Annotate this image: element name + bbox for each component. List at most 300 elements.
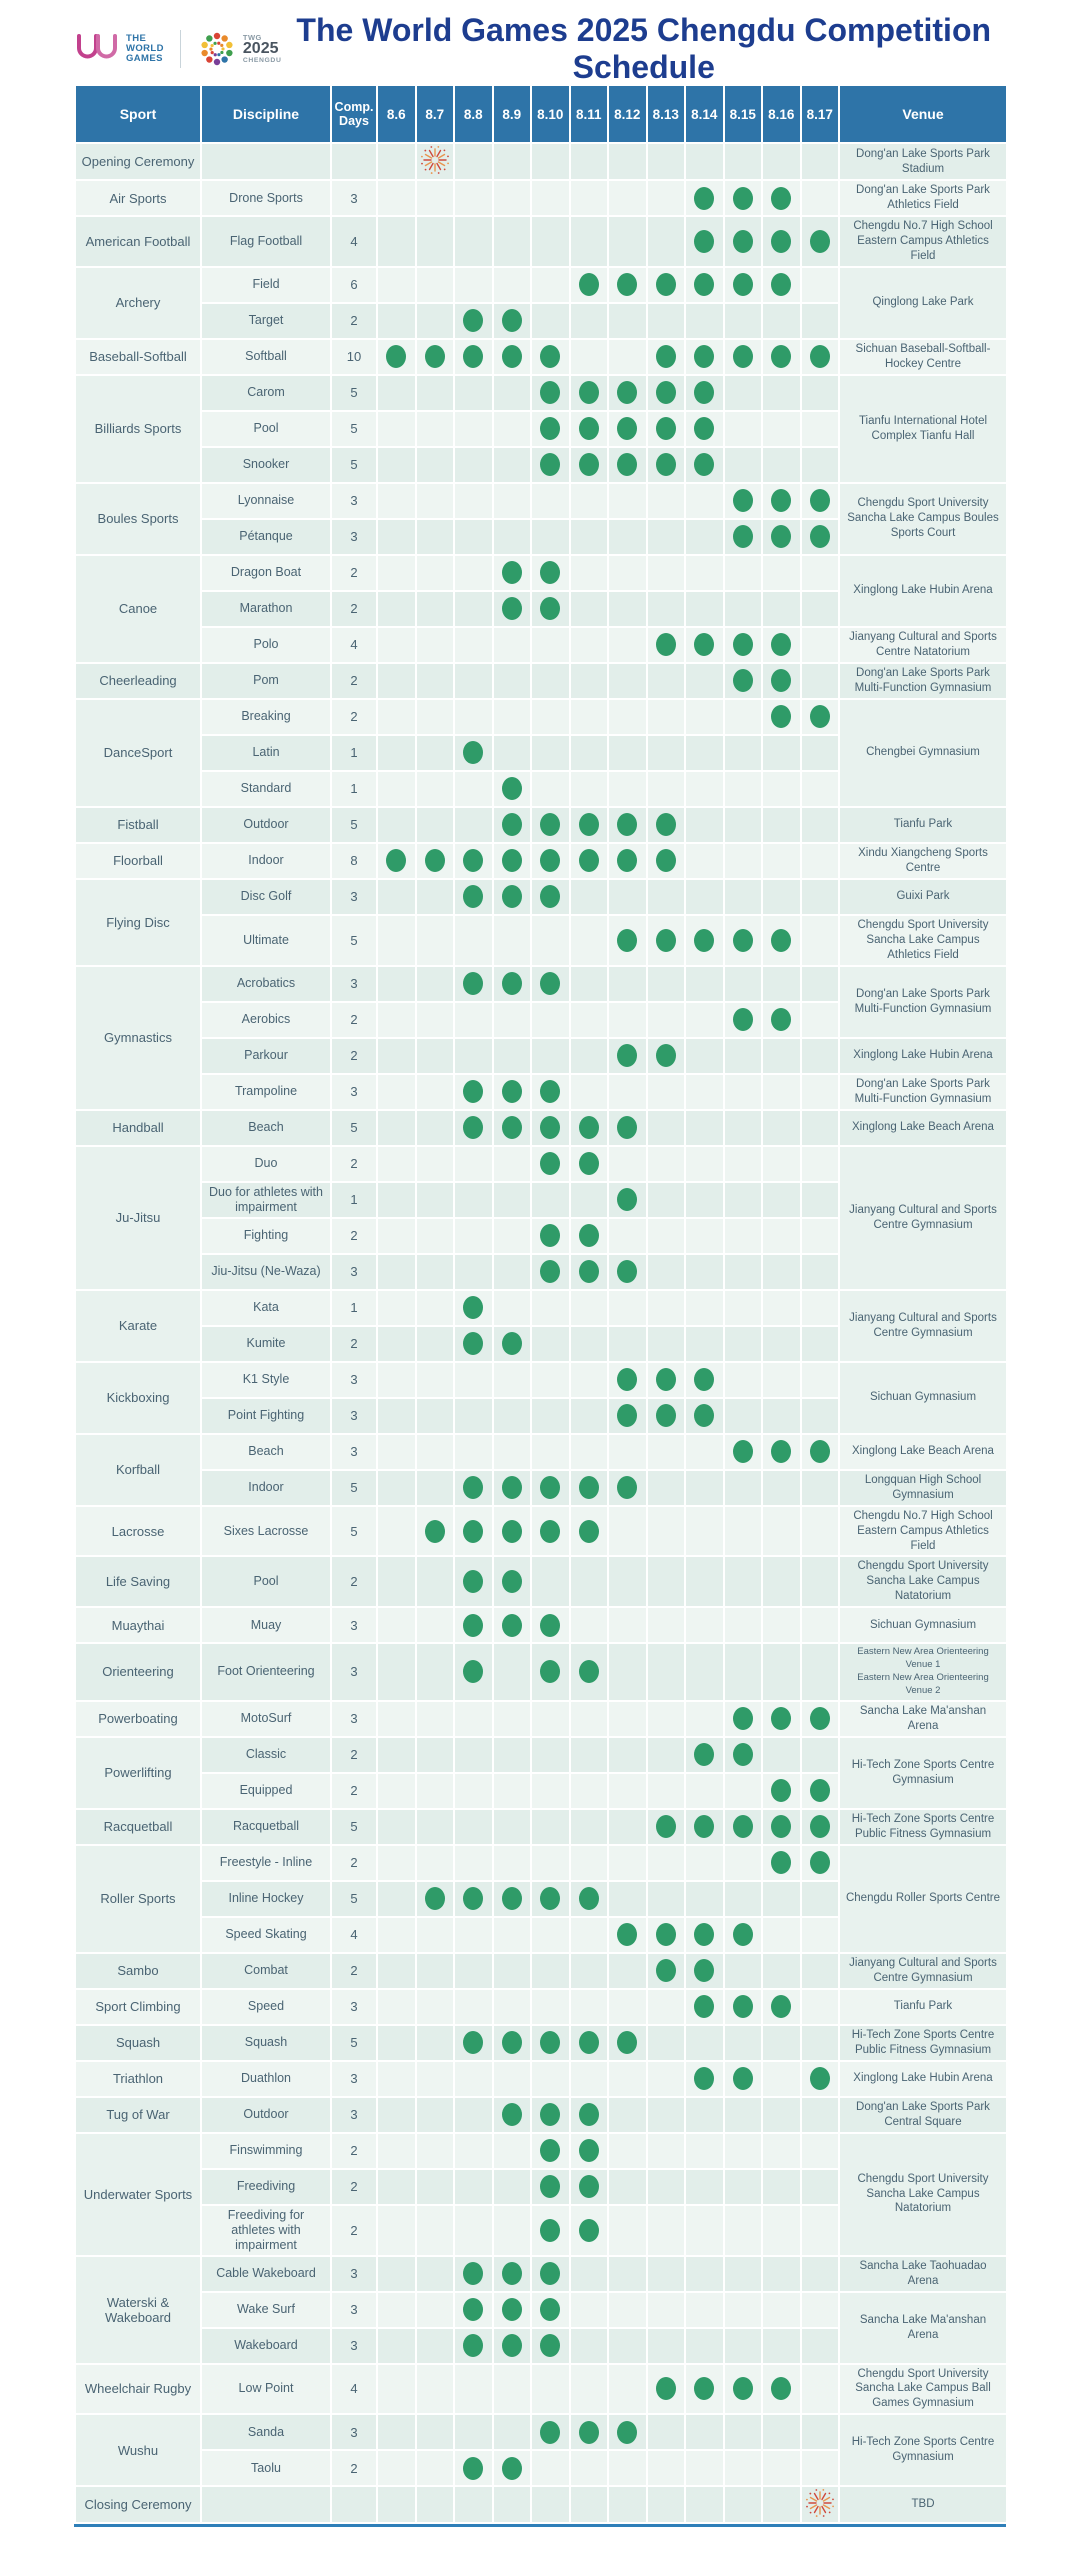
date-cell <box>416 1146 455 1182</box>
venue-cell: Xinglong Lake Hubin Arena <box>839 2061 1007 2097</box>
table-row <box>75 2256 1007 2292</box>
competition-day-dot <box>810 489 830 512</box>
competition-day-dot <box>579 1152 599 1175</box>
date-cell <box>377 1254 416 1290</box>
competition-day-dot <box>540 417 560 440</box>
competition-day-dot <box>617 381 637 404</box>
table-row <box>75 1737 1007 1773</box>
sport-cell: Korfball <box>75 1434 201 1506</box>
date-cell <box>801 1953 840 1989</box>
date-cell <box>377 1074 416 1110</box>
table-row <box>75 1470 1007 1506</box>
date-cell <box>685 1643 724 1700</box>
date-cell <box>570 447 609 483</box>
date-cell <box>608 627 647 663</box>
date-cell <box>762 555 801 591</box>
comp-days-cell: 3 <box>331 1643 377 1700</box>
date-cell <box>762 143 801 180</box>
date-cell <box>570 1701 609 1737</box>
date-cell <box>724 267 763 303</box>
competition-day-dot <box>463 2334 483 2357</box>
date-cell <box>647 1398 686 1434</box>
date-cell <box>724 2414 763 2450</box>
sport-cell: Powerlifting <box>75 1737 201 1809</box>
date-cell <box>801 966 840 1002</box>
competition-day-dot <box>656 381 676 404</box>
competition-day-dot <box>656 2377 676 2400</box>
date-cell <box>801 1326 840 1362</box>
date-cell <box>762 180 801 216</box>
date-cell <box>493 447 532 483</box>
date-cell <box>724 1737 763 1773</box>
date-cell <box>531 1290 570 1326</box>
competition-day-dot <box>694 381 714 404</box>
date-cell <box>416 1038 455 1074</box>
sport-cell: Fistball <box>75 807 201 843</box>
venue-cell: Chengbei Gymnasium <box>839 699 1007 807</box>
date-cell <box>493 2486 532 2523</box>
date-cell <box>416 447 455 483</box>
competition-day-dot <box>540 1116 560 1139</box>
date-cell <box>724 1701 763 1737</box>
competition-day-dot <box>617 1116 637 1139</box>
date-cell <box>724 735 763 771</box>
date-cell <box>493 1953 532 1989</box>
discipline-cell: Equipped <box>201 1773 331 1809</box>
competition-day-dot <box>810 2067 830 2090</box>
date-cell <box>416 2133 455 2169</box>
date-cell <box>454 180 493 216</box>
date-cell <box>531 1953 570 1989</box>
date-cell <box>608 447 647 483</box>
date-cell <box>416 966 455 1002</box>
date-cell <box>724 2097 763 2133</box>
date-cell <box>377 1556 416 1607</box>
venue-cell: Chengdu Roller Sports Centre <box>839 1845 1007 1953</box>
date-cell <box>685 339 724 375</box>
discipline-cell: Fighting <box>201 1218 331 1254</box>
discipline-cell <box>201 2486 331 2523</box>
competition-day-dot <box>463 1332 483 1355</box>
competition-day-dot <box>579 417 599 440</box>
venue-cell: Chengdu Sport University Sancha Lake Campus Natatorium <box>839 1556 1007 1607</box>
date-cell <box>416 1254 455 1290</box>
date-cell <box>647 1434 686 1470</box>
comp-days-cell: 5 <box>331 411 377 447</box>
competition-day-dot <box>656 633 676 656</box>
sport-cell: Sambo <box>75 1953 201 1989</box>
column-header-date: 8.10 <box>531 85 570 143</box>
date-cell <box>454 267 493 303</box>
date-cell <box>762 1434 801 1470</box>
date-cell <box>724 1038 763 1074</box>
competition-day-dot <box>502 2262 522 2285</box>
competition-day-dot <box>579 2219 599 2242</box>
competition-day-dot <box>579 1887 599 1910</box>
date-cell <box>762 591 801 627</box>
table-row <box>75 1809 1007 1845</box>
discipline-cell: Beach <box>201 1110 331 1146</box>
date-cell <box>454 843 493 879</box>
date-cell <box>801 627 840 663</box>
date-cell <box>454 1290 493 1326</box>
date-cell <box>801 843 840 879</box>
date-cell <box>647 1701 686 1737</box>
discipline-cell: Carom <box>201 375 331 411</box>
date-cell <box>454 2061 493 2097</box>
date-cell <box>454 1506 493 1557</box>
date-cell <box>570 267 609 303</box>
date-cell <box>377 1953 416 1989</box>
comp-days-cell: 3 <box>331 2328 377 2364</box>
date-cell <box>493 1110 532 1146</box>
date-cell <box>608 1989 647 2025</box>
discipline-cell: Pool <box>201 1556 331 1607</box>
competition-day-dot <box>540 2298 560 2321</box>
comp-days-cell <box>331 143 377 180</box>
date-cell <box>762 2364 801 2415</box>
date-cell <box>416 2414 455 2450</box>
sport-cell: Gymnastics <box>75 966 201 1110</box>
date-cell <box>416 483 455 519</box>
date-cell <box>608 879 647 915</box>
date-cell <box>801 1038 840 1074</box>
bottom-rule <box>74 2524 1006 2527</box>
date-cell <box>493 2256 532 2292</box>
discipline-cell: Taolu <box>201 2450 331 2486</box>
date-cell <box>801 180 840 216</box>
date-cell <box>647 339 686 375</box>
column-header-date: 8.7 <box>416 85 455 143</box>
comp-days-cell: 2 <box>331 1326 377 1362</box>
date-cell <box>570 2097 609 2133</box>
date-cell <box>416 2364 455 2415</box>
date-cell <box>647 1074 686 1110</box>
date-cell <box>531 2205 570 2256</box>
table-row <box>75 2364 1007 2415</box>
competition-day-dot <box>694 1743 714 1766</box>
table-row <box>75 143 1007 180</box>
sport-cell: Flying Disc <box>75 879 201 966</box>
date-cell <box>801 1290 840 1326</box>
date-cell <box>685 303 724 339</box>
competition-day-dot <box>579 1116 599 1139</box>
date-cell <box>647 1254 686 1290</box>
competition-day-dot <box>502 1476 522 1499</box>
competition-day-dot <box>617 2421 637 2444</box>
date-cell <box>531 1038 570 1074</box>
date-cell <box>762 1326 801 1362</box>
date-cell <box>724 1110 763 1146</box>
date-cell <box>377 2256 416 2292</box>
date-cell <box>416 699 455 735</box>
competition-day-dot <box>579 273 599 296</box>
date-cell <box>801 1917 840 1953</box>
date-cell <box>531 2486 570 2523</box>
date-cell <box>416 303 455 339</box>
column-header-date: 8.11 <box>570 85 609 143</box>
table-row <box>75 1146 1007 1182</box>
competition-day-dot <box>733 1440 753 1463</box>
table-row <box>75 375 1007 411</box>
column-header-sport: Sport <box>75 85 201 143</box>
competition-day-dot <box>502 777 522 800</box>
date-cell <box>647 663 686 699</box>
date-cell <box>801 447 840 483</box>
date-cell <box>762 807 801 843</box>
date-cell <box>647 1110 686 1146</box>
competition-day-dot <box>540 2103 560 2126</box>
date-cell <box>801 483 840 519</box>
date-cell <box>608 699 647 735</box>
date-cell <box>685 267 724 303</box>
date-cell <box>377 735 416 771</box>
column-header-date: 8.13 <box>647 85 686 143</box>
date-cell <box>493 915 532 966</box>
comp-days-cell: 2 <box>331 1556 377 1607</box>
date-cell <box>608 771 647 807</box>
date-cell <box>416 1737 455 1773</box>
table-row <box>75 2133 1007 2169</box>
date-cell <box>454 1845 493 1881</box>
date-cell <box>531 807 570 843</box>
brand-divider <box>180 30 181 68</box>
date-cell <box>454 1773 493 1809</box>
date-cell <box>685 143 724 180</box>
competition-day-dot <box>810 230 830 253</box>
date-cell <box>454 1556 493 1607</box>
date-cell <box>531 2328 570 2364</box>
date-cell <box>608 2364 647 2415</box>
date-cell <box>570 1254 609 1290</box>
competition-day-dot <box>694 1923 714 1946</box>
date-cell <box>454 663 493 699</box>
date-cell <box>801 2414 840 2450</box>
competition-day-dot <box>771 273 791 296</box>
date-cell <box>416 1953 455 1989</box>
date-cell <box>724 1290 763 1326</box>
brand-area <box>74 29 281 69</box>
date-cell <box>377 1218 416 1254</box>
date-cell <box>724 2450 763 2486</box>
date-cell <box>801 1074 840 1110</box>
date-cell <box>762 1254 801 1290</box>
date-cell <box>570 2328 609 2364</box>
competition-day-dot <box>694 1815 714 1838</box>
date-cell <box>608 555 647 591</box>
date-cell <box>685 627 724 663</box>
date-cell <box>608 216 647 267</box>
venue-cell: Dong'an Lake Sports Park Multi-Function Gymnasium <box>839 966 1007 1038</box>
sport-cell: Roller Sports <box>75 1845 201 1953</box>
date-cell <box>685 2205 724 2256</box>
competition-day-dot <box>733 1923 753 1946</box>
date-cell <box>801 1737 840 1773</box>
date-cell <box>377 1773 416 1809</box>
date-cell <box>454 1701 493 1737</box>
competition-day-dot <box>617 417 637 440</box>
date-cell <box>647 1643 686 1700</box>
date-cell <box>801 699 840 735</box>
date-cell <box>570 915 609 966</box>
date-cell <box>685 1146 724 1182</box>
competition-day-dot <box>694 345 714 368</box>
competition-day-dot <box>540 2334 560 2357</box>
date-cell <box>493 966 532 1002</box>
sport-cell: American Football <box>75 216 201 267</box>
competition-day-dot <box>733 187 753 210</box>
date-cell <box>531 591 570 627</box>
date-cell <box>724 2133 763 2169</box>
date-cell <box>762 1953 801 1989</box>
comp-days-cell: 8 <box>331 843 377 879</box>
competition-day-dot <box>579 2031 599 2054</box>
date-cell <box>570 2133 609 2169</box>
date-cell <box>454 879 493 915</box>
date-cell <box>724 519 763 555</box>
date-cell <box>570 879 609 915</box>
date-cell <box>454 699 493 735</box>
date-cell <box>724 1326 763 1362</box>
competition-day-dot <box>656 1923 676 1946</box>
competition-day-dot <box>463 1296 483 1319</box>
comp-days-cell: 4 <box>331 627 377 663</box>
date-cell <box>531 303 570 339</box>
competition-day-dot <box>810 1851 830 1874</box>
date-cell <box>801 1607 840 1643</box>
competition-day-dot <box>694 2067 714 2090</box>
competition-day-dot <box>617 273 637 296</box>
date-cell <box>647 1218 686 1254</box>
venue-cell: Dong'an Lake Sports Park Central Square <box>839 2097 1007 2133</box>
date-cell <box>762 771 801 807</box>
date-cell <box>454 2097 493 2133</box>
date-cell <box>647 735 686 771</box>
date-cell <box>454 2133 493 2169</box>
discipline-cell: Disc Golf <box>201 879 331 915</box>
date-cell <box>493 1326 532 1362</box>
venue-cell <box>839 1643 1007 1700</box>
date-cell <box>570 1470 609 1506</box>
date-cell <box>570 699 609 735</box>
date-cell <box>377 1326 416 1362</box>
date-cell <box>570 411 609 447</box>
date-cell <box>762 966 801 1002</box>
discipline-cell: Pom <box>201 663 331 699</box>
date-cell <box>608 1470 647 1506</box>
date-cell <box>377 1809 416 1845</box>
comp-days-cell: 5 <box>331 2025 377 2061</box>
date-cell <box>647 2133 686 2169</box>
date-cell <box>647 180 686 216</box>
date-cell <box>685 1002 724 1038</box>
date-cell <box>647 483 686 519</box>
sport-cell: Tug of War <box>75 2097 201 2133</box>
competition-day-dot <box>694 453 714 476</box>
date-cell <box>531 1556 570 1607</box>
date-cell <box>801 216 840 267</box>
date-cell <box>493 735 532 771</box>
date-cell <box>762 1989 801 2025</box>
comp-days-cell: 3 <box>331 2061 377 2097</box>
date-cell <box>416 2205 455 2256</box>
discipline-cell: Combat <box>201 1953 331 1989</box>
date-cell <box>647 1845 686 1881</box>
competition-day-dot <box>463 885 483 908</box>
date-cell <box>531 627 570 663</box>
date-cell <box>531 555 570 591</box>
date-cell <box>608 2450 647 2486</box>
date-cell <box>416 591 455 627</box>
discipline-cell: Outdoor <box>201 807 331 843</box>
venue-cell: Sancha Lake Ma'anshan Arena <box>839 2292 1007 2364</box>
date-cell <box>647 2025 686 2061</box>
competition-day-dot <box>771 633 791 656</box>
date-cell <box>647 1989 686 2025</box>
date-cell <box>531 1773 570 1809</box>
discipline-cell: Foot Orienteering <box>201 1643 331 1700</box>
date-cell <box>685 2097 724 2133</box>
date-cell <box>570 1110 609 1146</box>
date-cell <box>377 2486 416 2523</box>
date-cell <box>493 339 532 375</box>
competition-day-dot <box>771 1851 791 1874</box>
date-cell <box>762 303 801 339</box>
date-cell <box>762 879 801 915</box>
date-cell <box>608 591 647 627</box>
date-cell <box>454 1917 493 1953</box>
competition-day-dot <box>810 345 830 368</box>
competition-day-dot <box>540 1224 560 1247</box>
date-cell <box>454 1398 493 1434</box>
venue-cell: Xinglong Lake Hubin Arena <box>839 555 1007 627</box>
chengdu-2025-logo <box>197 29 282 69</box>
date-cell <box>416 2061 455 2097</box>
date-cell <box>685 879 724 915</box>
comp-days-cell: 2 <box>331 663 377 699</box>
competition-day-dot <box>463 741 483 764</box>
date-cell <box>570 1737 609 1773</box>
date-cell <box>647 555 686 591</box>
sport-cell: Canoe <box>75 555 201 663</box>
date-cell <box>454 2292 493 2328</box>
comp-days-cell <box>331 2486 377 2523</box>
date-cell <box>685 1470 724 1506</box>
date-cell <box>493 1362 532 1398</box>
date-cell <box>801 663 840 699</box>
comp-days-cell: 2 <box>331 1038 377 1074</box>
comp-days-cell: 3 <box>331 1701 377 1737</box>
date-cell <box>570 2205 609 2256</box>
competition-day-dot <box>771 929 791 952</box>
date-cell <box>685 1701 724 1737</box>
date-cell <box>724 591 763 627</box>
date-cell <box>570 1917 609 1953</box>
comp-days-cell: 3 <box>331 519 377 555</box>
venue-cell: Hi-Tech Zone Sports Centre Public Fitness Gymnasium <box>839 1809 1007 1845</box>
date-cell <box>454 2256 493 2292</box>
competition-day-dot <box>502 2103 522 2126</box>
date-cell <box>647 1182 686 1218</box>
date-cell <box>724 339 763 375</box>
date-cell <box>647 1326 686 1362</box>
date-cell <box>647 1470 686 1506</box>
date-cell <box>531 1701 570 1737</box>
date-cell <box>531 1146 570 1182</box>
date-cell <box>454 915 493 966</box>
sport-cell: Lacrosse <box>75 1506 201 1557</box>
date-cell <box>416 915 455 966</box>
